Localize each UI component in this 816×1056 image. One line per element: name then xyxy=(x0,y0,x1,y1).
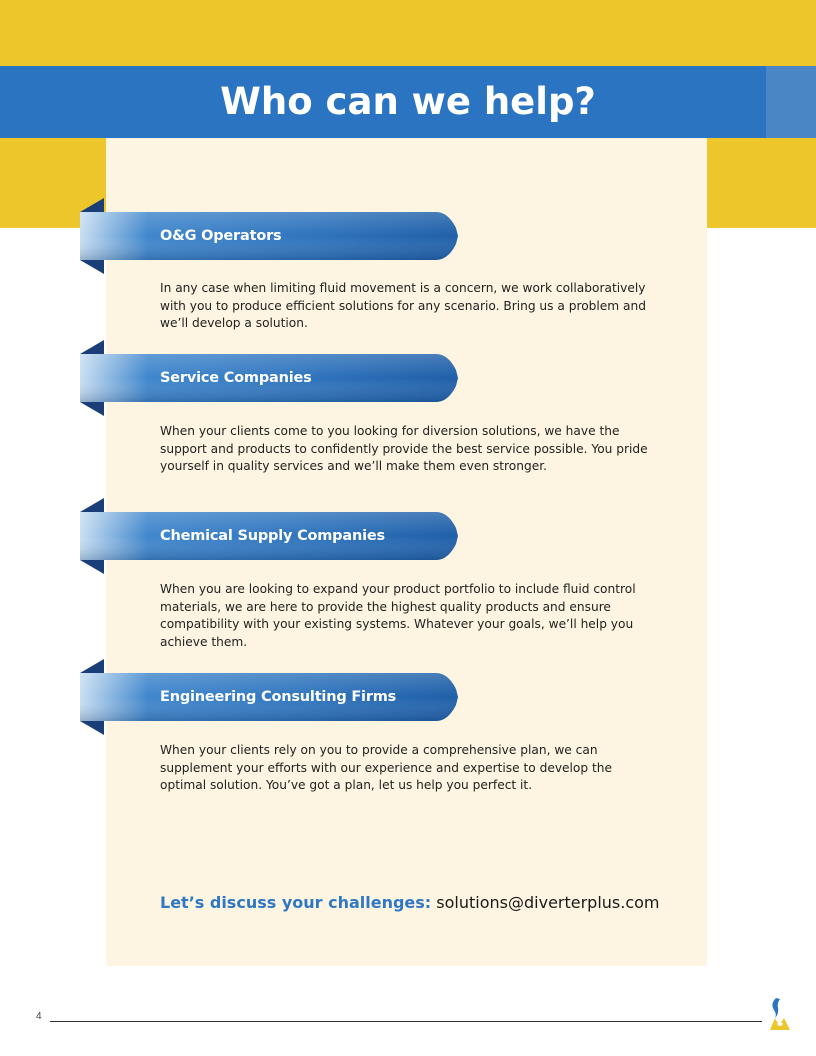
section-ribbon xyxy=(80,340,460,404)
section-ribbon xyxy=(80,659,460,723)
page-number: 4 xyxy=(36,1011,42,1022)
footer-rule xyxy=(50,1021,762,1022)
section-heading: O&G Operators xyxy=(160,228,282,244)
section-description: When you are looking to expand your product portfolio to include fluid control materials, we are here to provide the highest quality products and ensure compatibility with your existing systems. Whatever your goals, we’ll help you achieve them. xyxy=(160,582,636,649)
section-ribbon xyxy=(80,498,460,562)
page-title: Who can we help? xyxy=(220,80,596,123)
contact-email[interactable]: solutions@diverterplus.com xyxy=(436,893,660,912)
section-description: In any case when limiting fluid movement is a concern, we work collaboratively with you to produce efficient solutions for any scenario. Bring us a problem and we’ll develop a solution. xyxy=(160,281,646,330)
section-ribbon xyxy=(80,198,460,262)
section-description: When your clients come to you looking for diversion solutions, we have the support and products to confidently provide the best service possible. You pride yourself in quality services and we’ll make them even stronger. xyxy=(160,424,648,473)
section-heading: Engineering Consulting Firms xyxy=(160,689,397,705)
contact-callout xyxy=(160,893,660,912)
section-description: When your clients rely on you to provide a comprehensive plan, we can supplement your efforts with our experience and expertise to develop the optimal solution. You’ve got a plan, let us help you perfect it. xyxy=(160,743,612,792)
section-heading: Service Companies xyxy=(160,370,312,386)
section-heading: Chemical Supply Companies xyxy=(160,528,385,544)
company-logo-icon xyxy=(766,996,794,1032)
title-banner xyxy=(0,66,816,138)
contact-label: Let’s discuss your challenges: xyxy=(160,893,432,912)
